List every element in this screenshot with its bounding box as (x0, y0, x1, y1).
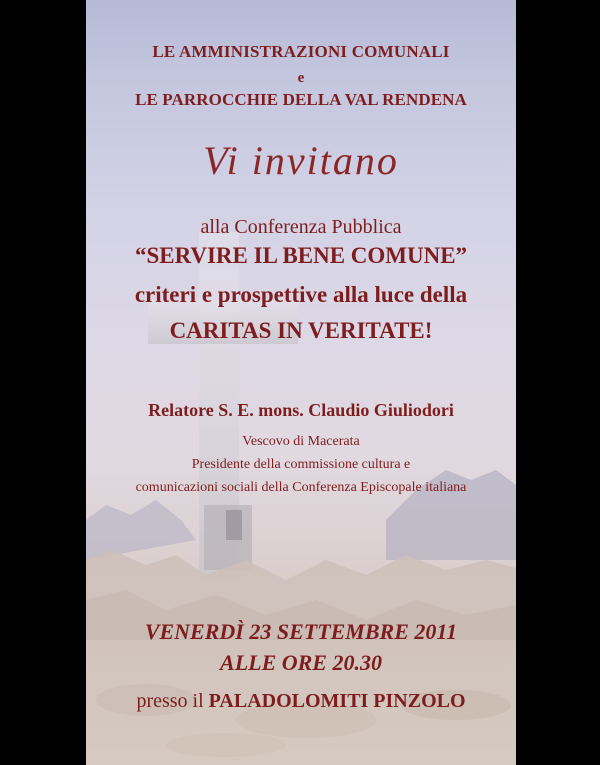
venue-name: PALADOLOMITI PINZOLO (208, 690, 466, 712)
invite-heading: Vi invitano (203, 138, 399, 183)
conference-title: “SERVIRE IL BENE COMUNE” (134, 243, 468, 268)
speaker-role-3: comunicazioni sociali della Conferenza Episcopale italiana (135, 480, 467, 495)
conference-subtitle-2: CARITAS IN VERITATE! (169, 318, 433, 343)
organizer-line-2: LE PARROCCHIE DELLA VAL RENDENA (135, 90, 467, 109)
speaker-role-1: Vescovo di Macerata (242, 434, 360, 449)
speaker-name: Relatore S. E. mons. Claudio Giuliodori (148, 400, 454, 420)
organizer-line-1: LE AMMINISTRAZIONI COMUNALI (152, 42, 450, 61)
venue-prefix: presso il (136, 690, 204, 712)
speaker-role-2: Presidente della commissione cultura e (191, 457, 411, 472)
event-date: VENERDÌ 23 SETTEMBRE 2011 (144, 619, 458, 644)
organizer-conjunction: e (297, 70, 305, 86)
conference-intro: alla Conferenza Pubblica (200, 216, 402, 238)
distant-mountain-left (86, 500, 196, 560)
invitation-poster (86, 0, 516, 765)
event-venue-line (86, 690, 516, 713)
event-time: ALLE ORE 20.30 (220, 650, 382, 675)
conference-subtitle: criteri e prospettive alla luce della (134, 282, 468, 307)
